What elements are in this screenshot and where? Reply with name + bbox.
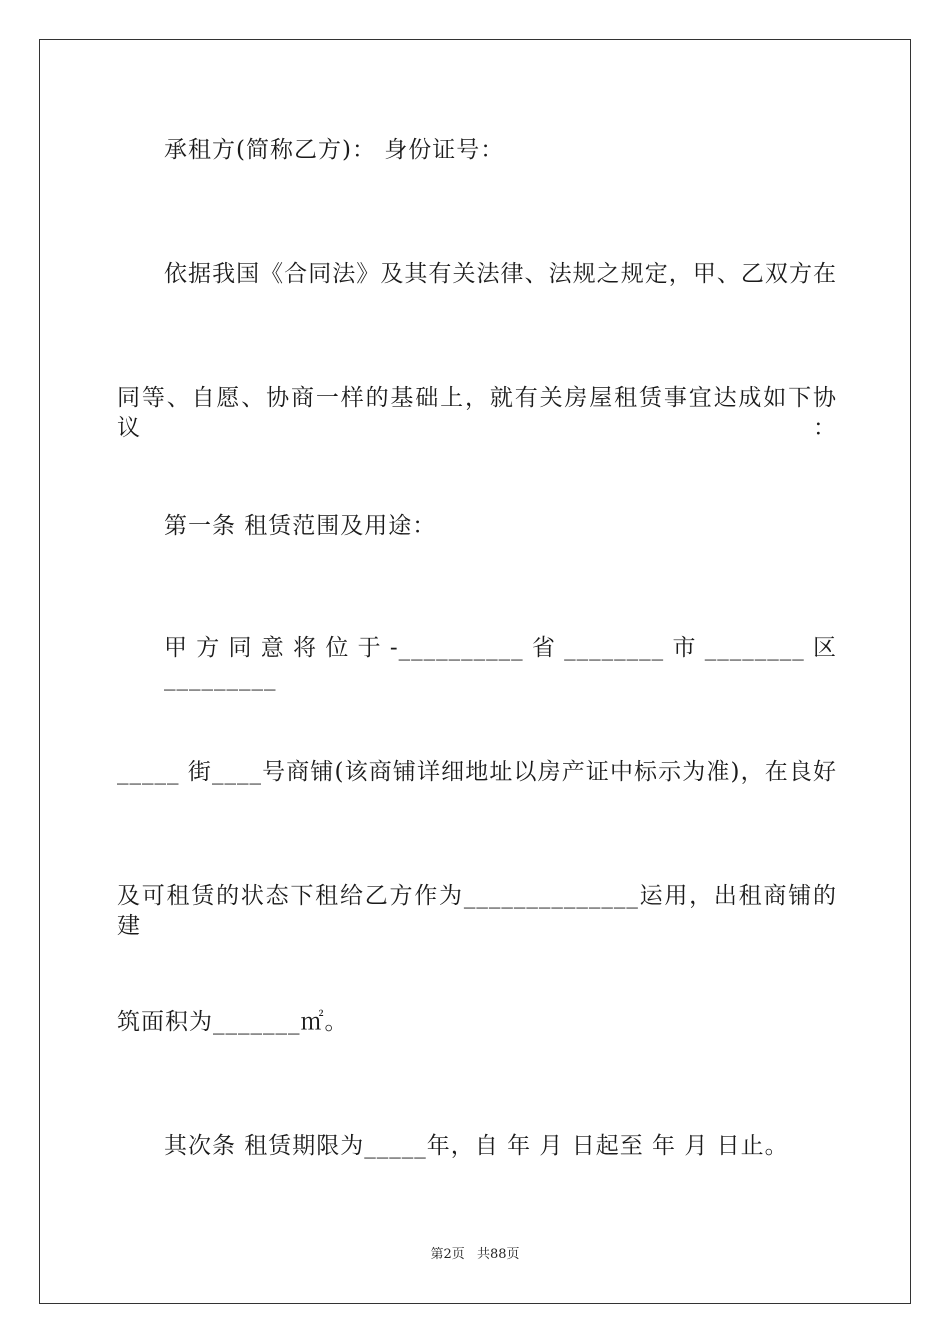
article-1-line-3: 及可租赁的状态下租给乙方作为______________运用，出租商铺的建 bbox=[117, 883, 837, 939]
paragraph-legal-basis-line-2: 同等、自愿、协商一样的基础上，就有关房屋租赁事宜达成如下协议： bbox=[117, 385, 837, 441]
article-1-heading: 第一条 租赁范围及用途： bbox=[164, 513, 437, 539]
article-2-line-1: 其次条 租赁期限为_____年，自 年 月 日起至 年 月 日止。 bbox=[164, 1133, 789, 1159]
paragraph-legal-basis-line-1: 依据我国《合同法》及其有关法律、法规之规定，甲、乙双方在 bbox=[164, 261, 837, 287]
total-pages: 共88页 bbox=[476, 1247, 520, 1262]
page-number: 第2页 bbox=[430, 1247, 465, 1262]
lessee-line: 承租方(简称乙方)： 身份证号： bbox=[164, 137, 505, 163]
article-1-line-4: 筑面积为_______㎡。 bbox=[117, 1009, 349, 1035]
article-1-line-1: 甲方同意将位于-__________省________市________区_________ bbox=[164, 635, 837, 691]
page-footer bbox=[0, 1246, 950, 1264]
article-1-line-2: _____ 街____号商铺(该商铺详细地址以房产证中标示为准)，在良好 bbox=[117, 759, 837, 785]
